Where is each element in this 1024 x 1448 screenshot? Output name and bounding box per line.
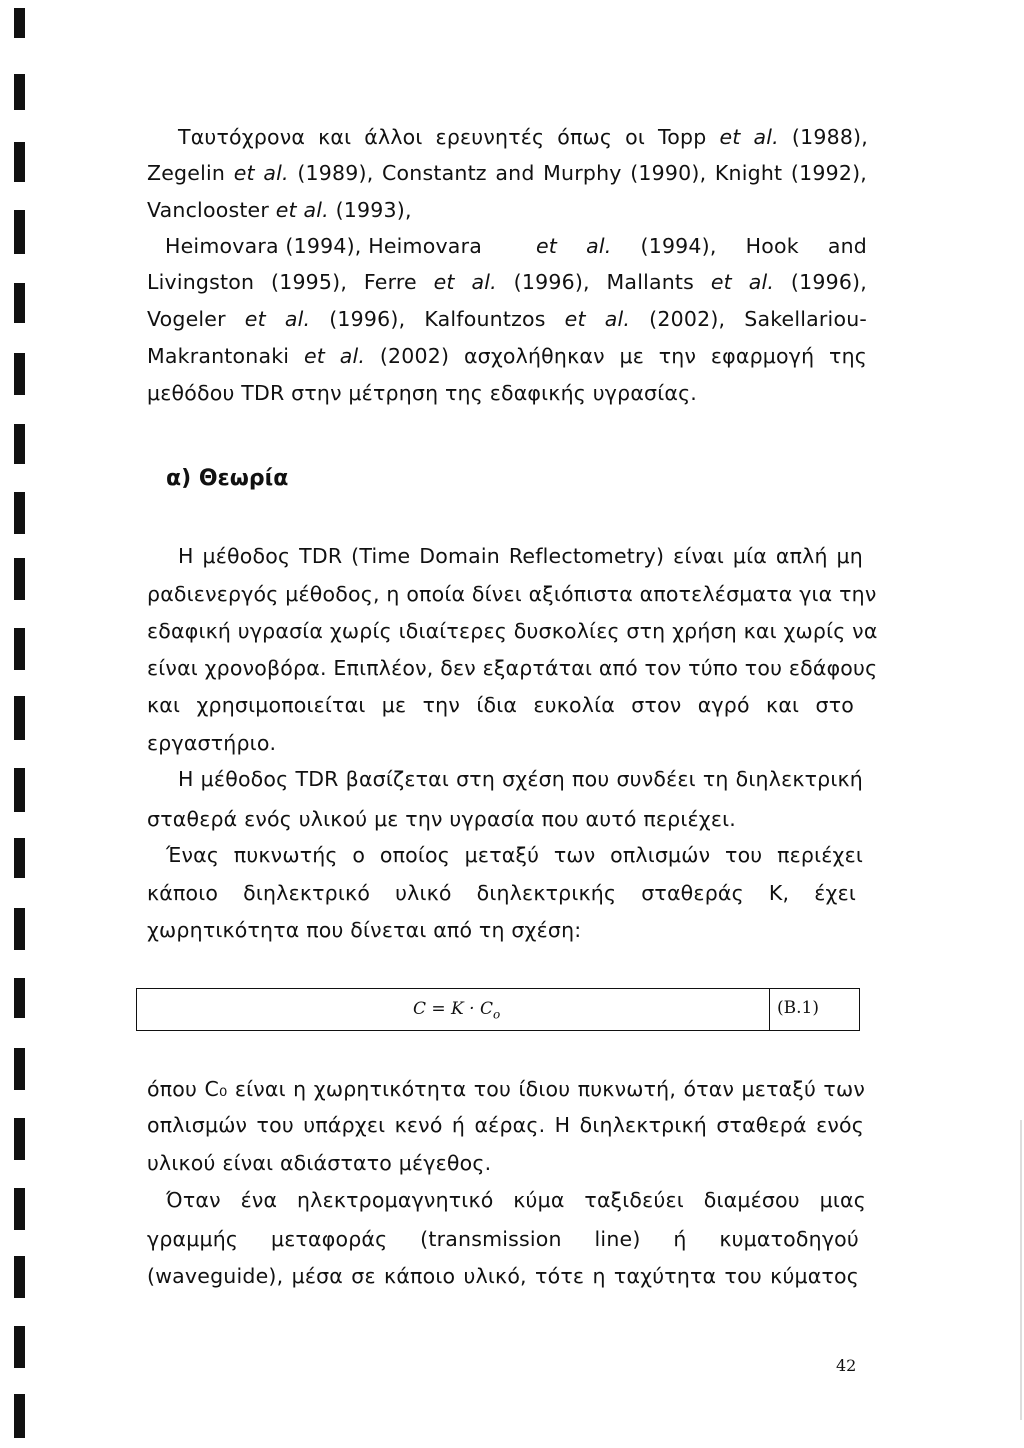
et-al-italic: et al.	[433, 270, 497, 294]
text-line: χωρητικότητα που δίνεται από τη σχέση:	[147, 918, 582, 942]
binder-mark	[14, 424, 25, 464]
binder-mark	[14, 768, 25, 812]
binder-mark	[14, 210, 25, 254]
binder-mark	[14, 492, 25, 534]
binder-mark	[14, 353, 25, 395]
text-line: οπλισμών του υπάρχει κενό ή αέρας. Η διηλεκτρική σταθερά ενός	[147, 1113, 864, 1137]
text-line: Vogeler et al. (1996), Kalfountzos et al. (2002), Sakellariou-	[147, 307, 867, 331]
text-line: Makrantonaki et al. (2002) ασχολήθηκαν με την εφαρμογή της	[147, 344, 867, 368]
binder-mark	[14, 1256, 25, 1298]
scan-edge	[1020, 1120, 1022, 1420]
et-al-italic: et al.	[536, 234, 612, 258]
binder-mark	[14, 1394, 25, 1438]
text-line: Η μέθοδος TDR (Time Domain Reflectometry) είναι μία απλή μη	[178, 544, 863, 568]
text-line: και χρησιμοποιείται με την ίδια ευκολία στον αγρό και στο	[147, 693, 854, 717]
binder-mark	[14, 283, 25, 323]
text-line: υλικού είναι αδιάστατο μέγεθος.	[147, 1151, 492, 1175]
binder-mark	[14, 838, 25, 878]
text-line: εργαστήριο.	[147, 731, 277, 755]
text-line: γραμμής μεταφοράς (transmission line) ή κυματοδηγού	[147, 1227, 859, 1251]
binder-mark	[14, 1048, 25, 1090]
formula-box	[136, 988, 860, 1031]
text-line: Ταυτόχρονα και άλλοι ερευνητές όπως οι Topp et al. (1988),	[178, 125, 868, 149]
binder-marks	[0, 0, 40, 1448]
et-al-italic: et al.	[233, 161, 289, 185]
binder-mark	[14, 628, 25, 670]
formula-divider	[769, 989, 770, 1031]
formula-lhs: C = K · C	[413, 999, 493, 1019]
et-al-italic: et al.	[719, 125, 779, 149]
text-line: σταθερά ενός υλικού με την υγρασία που αυτό περιέχει.	[147, 807, 736, 831]
et-al-italic: et al.	[275, 198, 329, 222]
page-number: 42	[836, 1356, 857, 1375]
binder-mark	[14, 908, 25, 950]
formula-subscript: o	[492, 1007, 501, 1022]
binder-mark	[14, 696, 25, 740]
binder-mark	[14, 558, 25, 600]
text-line: Ένας πυκνωτής ο οποίος μεταξύ των οπλισμών του περιέχει	[166, 843, 863, 867]
text-line: Vanclooster et al. (1993),	[147, 198, 412, 222]
text-line: ραδιενεργός μέθοδος, η οποία δίνει αξιόπιστα αποτελέσματα για την	[147, 582, 877, 606]
text-line: κάποιο διηλεκτρικό υλικό διηλεκτρικής σταθεράς Κ, έχει	[147, 881, 856, 905]
text-line: Zegelin et al. (1989), Constantz and Murphy (1990), Knight (1992),	[147, 161, 867, 185]
formula-reference: (B.1)	[777, 998, 819, 1018]
text-line: μεθόδου TDR στην μέτρηση της εδαφικής υγρασίας.	[147, 381, 698, 405]
binder-mark	[14, 1326, 25, 1368]
binder-mark	[14, 978, 25, 1018]
binder-mark	[14, 1118, 25, 1160]
text-fragment: et al. (1994), Hook and	[536, 234, 867, 258]
formula-equation	[413, 999, 500, 1021]
text-line: εδαφική υγρασία χωρίς ιδιαίτερες δυσκολίες στη χρήση και χωρίς να	[147, 619, 878, 643]
et-al-italic: et al.	[244, 307, 311, 331]
text-line: είναι χρονοβόρα. Επιπλέον, δεν εξαρτάται από τον τύπο του εδάφους	[147, 656, 878, 680]
text-line: όπου C₀ είναι η χωρητικότητα του ίδιου πυκνωτή, όταν μεταξύ των	[147, 1077, 865, 1101]
text-fragment: Heimovara (1994), Heimovara	[165, 234, 482, 258]
binder-mark	[14, 74, 25, 110]
text-line: Η μέθοδος TDR βασίζεται στη σχέση που συνδέει τη διηλεκτρική	[178, 767, 863, 791]
text-line: (waveguide), μέσα σε κάποιο υλικό, τότε η ταχύτητα του κύματος	[147, 1264, 859, 1288]
et-al-italic: et al.	[303, 344, 366, 368]
binder-mark	[14, 142, 25, 182]
text-line: Όταν ένα ηλεκτρομαγνητικό κύμα ταξιδεύει διαμέσου μιας	[166, 1188, 866, 1212]
binder-mark	[14, 8, 25, 38]
et-al-italic: et al.	[710, 270, 775, 294]
text-line: Livingston (1995), Ferre et al. (1996), Mallants et al. (1996),	[147, 270, 867, 294]
et-al-italic: et al.	[564, 307, 631, 331]
binder-mark	[14, 1188, 25, 1230]
section-heading: α) Θεωρία	[166, 466, 289, 491]
